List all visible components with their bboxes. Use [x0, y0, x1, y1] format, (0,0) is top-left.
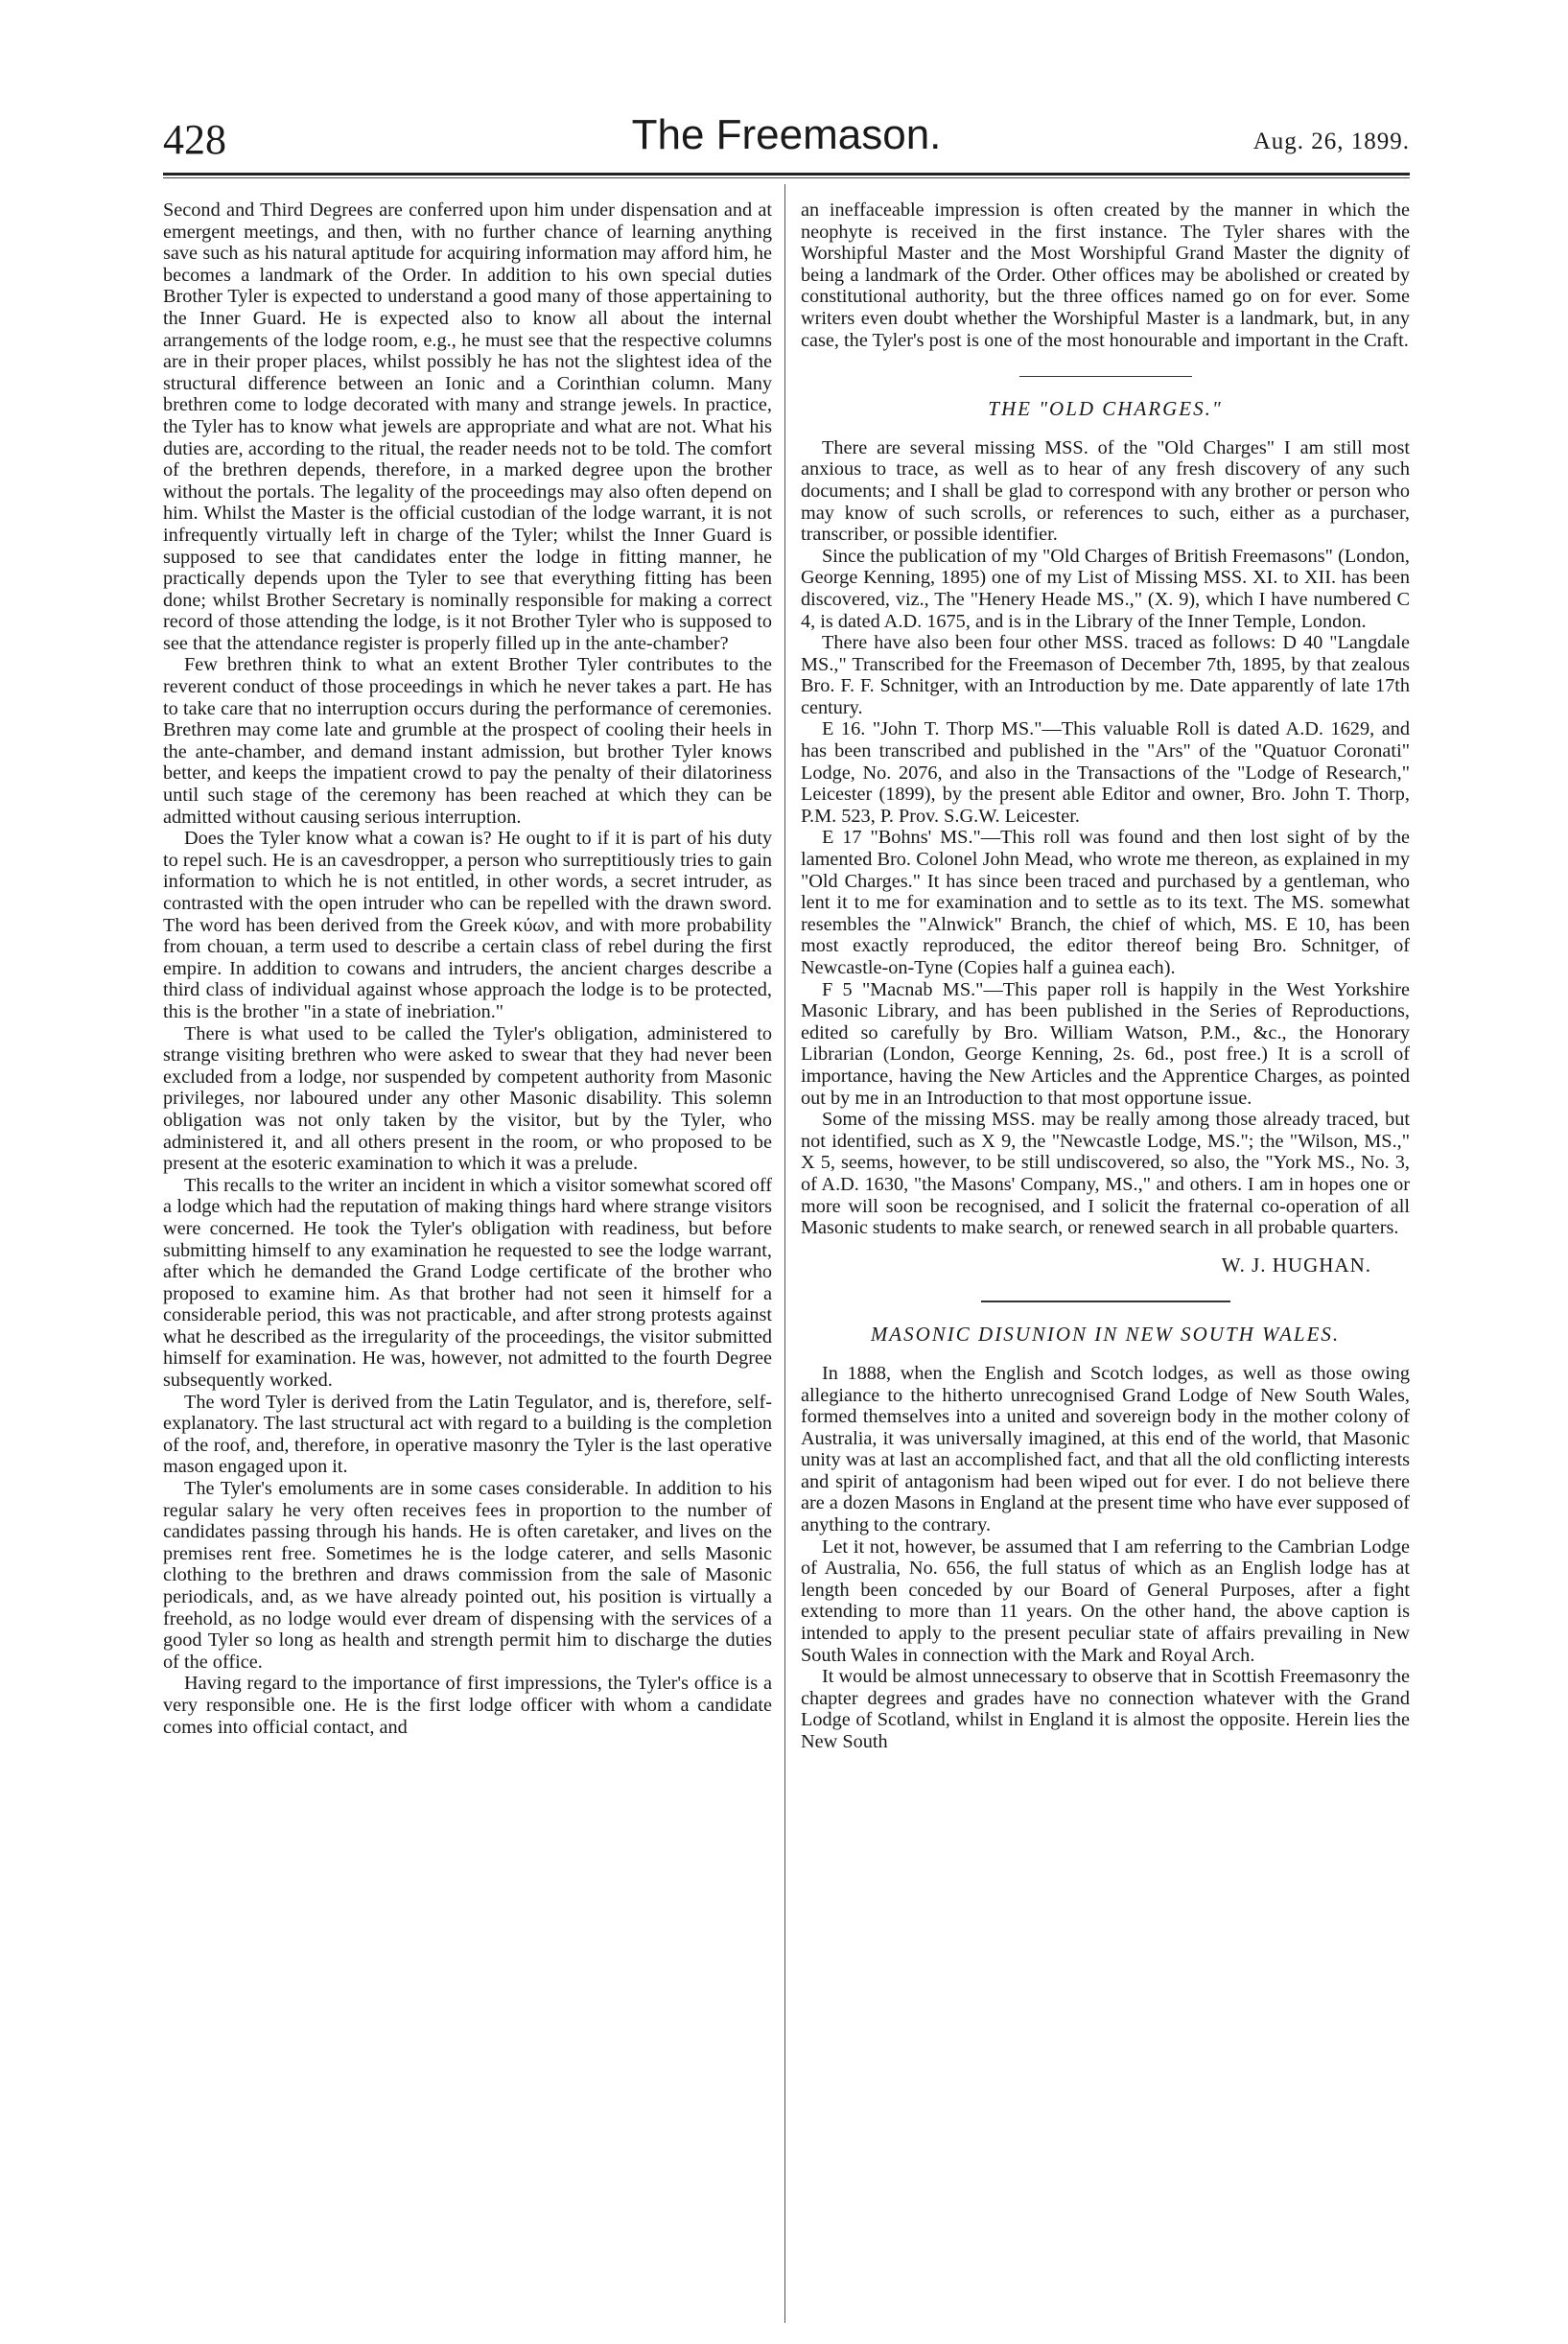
- paragraph: Second and Third Degrees are conferred upon him under dispensation and at emergent meetings, and then, with no further chance of learning anything save such as his natural aptitude for acquiring information may afford him, he becomes a landmark of the Order. In addition to his own special duties Brother Tyler is expected to understand a good many of those appertaining to the Inner Guard. He is expected also to know all about the internal arrangements of the lodge room, e.g., he must see that the respective columns are in their proper places, whilst possibly he has not the slightest idea of the structural difference between an Ionic and a Corinthian column. Many brethren come to lodge decorated with many and strange jewels. In practice, the Tyler has to know what jewels are appropriate and what are not. What his duties are, according to the ritual, the reader needs not to be told. The comfort of the brethren depends, therefore, in a marked degree upon the brother without the portals. The legality of the proceedings may also often depend on him. Whilst the Master is the official custodian of the lodge warrant, it is not infrequently virtually left in charge of the Tyler; whilst the Inner Guard is supposed to see that candidates enter the lodge in fitting manner, he practically depends upon the Tyler to see that everything fitting has been done; whilst Brother Secretary is nominally responsible for making a correct record of those attending the lodge, is it not Brother Tyler who is supposed to see that the attendance register is properly filled up in the ante-chamber?: [163, 199, 772, 654]
- header-rule-thin: [163, 177, 1410, 178]
- paragraph: There are several missing MSS. of the "Old Charges" I am still most anxious to trace, as well as to hear of any fresh discovery of any such documents; and I shall be glad to correspond with any brother or person who may know of such scrolls, or references to such, either as a purchaser, transcriber, or possible identifier.: [801, 436, 1410, 546]
- section-rule: [981, 1301, 1230, 1302]
- paragraph: E 16. "John T. Thorp MS."—This valuable Roll is dated A.D. 1629, and has been transcribed and published in the "Ars" of the "Quatuor Coronati" Lodge, No. 2076, and also in the Transactions of the "Lodge of Research," Leicester (1899), by the present able Editor and owner, Bro. John T. Thorp, P.M. 523, P. Prov. S.G.W. Leicester.: [801, 718, 1410, 827]
- left-column: [163, 199, 772, 1738]
- paragraph: an ineffaceable impression is often created by the manner in which the neophyte is received in the first instance. The Tyler shares with the Worshipful Master and the Most Worshipful Grand Master the dignity of being a landmark of the Order. Other offices may be abolished or created by constitutional authority, but the three offices named go on for ever. Some writers even doubt whether the Worshipful Master is a landmark, but, in any case, the Tyler's post is one of the most honourable and important in the Craft.: [801, 199, 1410, 351]
- paragraph: Let it not, however, be assumed that I am referring to the Cambrian Lodge of Australia, No. 656, the full status of which as an English lodge has at length been conceded by our Board of General Purposes, after a fight extending to more than 11 years. On the other hand, the above caption is intended to apply to the present peculiar state of affairs prevailing in New South Wales in connection with the Mark and Royal Arch.: [801, 1535, 1410, 1666]
- paragraph: There have also been four other MSS. traced as follows: D 40 "Langdale MS.," Transcribed for the Freemason of December 7th, 1895, by that zealous Bro. F. F. Schnitger, with an Introduction by me. Date apparently of late 17th century.: [801, 632, 1410, 718]
- paragraph: Some of the missing MSS. may be really among those already traced, but not identified, such as X 9, the "Newcastle Lodge, MS."; the "Wilson, MS.," X 5, seems, however, to be still undiscovered, so also, the "York MS., No. 3, of A.D. 1630, "the Masons' Company, MS.," and others. I am in hopes one or more will soon be recognised, and I solicit the fraternal co-operation of all Masonic students to make search, or renewed search in all probable quarters.: [801, 1109, 1410, 1239]
- paragraph: Having regard to the importance of first impressions, the Tyler's office is a very responsible one. He is the first lodge officer with whom a candidate comes into official contact, and: [163, 1673, 772, 1738]
- right-column: [801, 199, 1410, 1753]
- column-divider: [784, 184, 785, 2323]
- paragraph: Does the Tyler know what a cowan is? He ought to if it is part of his duty to repel such. He is an cavesdropper, a person who surreptitiously tries to gain information to which he is not entitled, in other words, a secret intruder, as contrasted with the open intruder who can be repelled with the drawn sword. The word has been derived from the Greek κύων, and with more probability from chouan, a term used to describe a certain class of rebel during the first empire. In addition to cowans and intruders, the ancient charges describe a third class of individual against whose approach the lodge is to be protected, this is the brother "in a state of inebriation.": [163, 828, 772, 1022]
- journal-title: The Freemason.: [631, 111, 942, 158]
- author-signature: W. J. HUGHAN.: [1221, 1253, 1371, 1277]
- page-header: [163, 111, 1410, 173]
- paragraph: The word Tyler is derived from the Latin Tegulator, and is, therefore, self-explanatory. The last structural act with regard to a building is the completion of the roof, and, therefore, in operative masonry the Tyler is the last operative mason engaged upon it.: [163, 1391, 772, 1478]
- paragraph: F 5 "Macnab MS."—This paper roll is happily in the West Yorkshire Masonic Library, and has been published in the Series of Reproductions, edited so carefully by Bro. William Watson, P.M., &c., the Honorary Librarian (London, George Kenning, 2s. 6d., post free.) It is a scroll of importance, having the New Articles and the Apprentice Charges, as pointed out by me in an Introduction to that most opportune issue.: [801, 978, 1410, 1109]
- paragraph: The Tyler's emoluments are in some cases considerable. In addition to his regular salary he very often receives fees in proportion to the number of candidates passing through his hands. He is often caretaker, and lives on the premises rent free. Sometimes he is the lodge caterer, and sells Masonic clothing to the brethren and draws commission from the sale of Masonic periodicals, and, as we have already pointed out, his position is virtually a freehold, as no lodge would ever dream of dispensing with the services of a good Tyler so long as health and strength permit him to discharge the duties of the office.: [163, 1478, 772, 1673]
- article-heading-old-charges: THE "OLD CHARGES.": [988, 397, 1223, 421]
- header-rule: [163, 173, 1410, 176]
- section-rule: [1019, 376, 1192, 377]
- paragraph: Few brethren think to what an extent Brother Tyler contributes to the reverent conduct of those proceedings in which he never takes a part. He has to take care that no interruption occurs during the performance of ceremonies. Brethren may come late and grumble at the prospect of cooling their heels in the ante-chamber, and demand instant admission, but brother Tyler knows better, and keeps the impatient crowd to pay the penalty of their dilatoriness until such stage of the ceremony has been reached at which they can be admitted without causing serious interruption.: [163, 654, 772, 828]
- issue-date: Aug. 26, 1899.: [1252, 129, 1410, 154]
- page-number: 428: [163, 116, 226, 163]
- paragraph: This recalls to the writer an incident in which a visitor somewhat scored off a lodge which had the reputation of making things hard where strange visitors were concerned. He took the Tyler's obligation with readiness, but before submitting himself to any examination he requested to see the lodge warrant, after which he demanded the Grand Lodge certificate of the brother who proposed to examine him. As that brother had not seen it himself for a considerable period, this was not practicable, and after strong protests against what he described as the irregularity of the proceedings, the visitor submitted himself for examination. He was, however, not admitted to the fourth Degree subsequently worked.: [163, 1174, 772, 1392]
- paragraph: There is what used to be called the Tyler's obligation, administered to strange visiting brethren who were asked to swear that they had never been excluded from a lodge, nor suspended by competent authority from Masonic privileges, nor laboured under any other Masonic disability. This solemn obligation was not only taken by the visitor, but by the Tyler, who administered it, and all others present in the room, or who proposed to be present at the esoteric examination to which it was a prelude.: [163, 1022, 772, 1175]
- paragraph: Since the publication of my "Old Charges of British Freemasons" (London, George Kenning, 1895) one of my List of Missing MSS. XI. to XII. has been discovered, viz., The "Henery Heade MS.," (X. 9), which I have numbered C 4, is dated A.D. 1675, and is in the Library of the Inner Temple, London.: [801, 545, 1410, 632]
- paragraph: E 17 "Bohns' MS."—This roll was found and then lost sight of by the lamented Bro. Colonel John Mead, who wrote me thereon, as explained in my "Old Charges." It has since been traced and purchased by a gentleman, who lent it to me for examination and to settle as to its text. The MS. somewhat resembles the "Alnwick" Branch, the chief of which, MS. E 10, has been most exactly reproduced, the editor thereof being Bro. Schnitger, of Newcastle-on-Tyne (Copies half a guinea each).: [801, 827, 1410, 978]
- article-heading-nsw: MASONIC DISUNION IN NEW SOUTH WALES.: [870, 1323, 1341, 1347]
- paragraph: In 1888, when the English and Scotch lodges, as well as those owing allegiance to the hitherto unrecognised Grand Lodge of New South Wales, formed themselves into a united and sovereign body in the mother colony of Australia, it was universally imagined, at this end of the world, that Masonic unity was at last an accomplished fact, and that all the old conflicting interests and spirit of antagonism had been wiped out for ever. I do not believe there are a dozen Masons in England at the present time who have ever supposed of anything to the contrary.: [801, 1362, 1410, 1536]
- paragraph: It would be almost unnecessary to observe that in Scottish Freemasonry the chapter degrees and grades have no connection whatever with the Grand Lodge of Scotland, whilst in England it is almost the opposite. Herein lies the New South: [801, 1666, 1410, 1752]
